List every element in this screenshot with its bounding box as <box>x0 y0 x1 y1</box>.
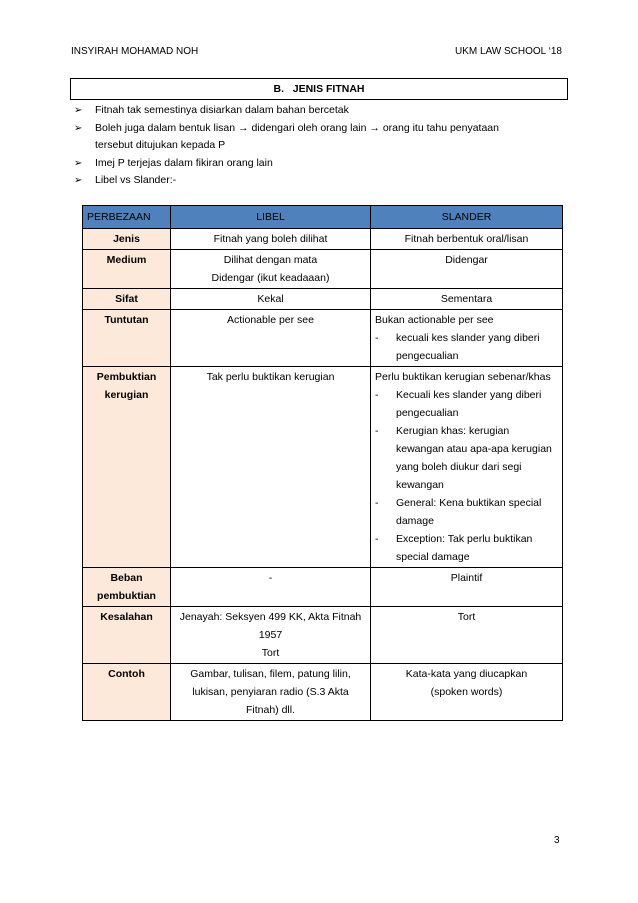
section-title-text: B. JENIS FITNAH <box>273 83 365 95</box>
bullet-item: ➢ Boleh juga dalam bentuk lisan → didengari oleh orang lain → orang itu tahu penyataan tersebut ditujukan kepada P <box>74 121 499 151</box>
row-key: Kesalahan <box>83 607 171 664</box>
row-key: Beban pembuktian <box>83 568 171 607</box>
slander-cell: Fitnah berbentuk oral/lisan <box>371 229 563 250</box>
bullet-item: ➢ Fitnah tak semestinya disiarkan dalam bahan bercetak <box>72 102 572 120</box>
table-row <box>83 367 563 568</box>
table-row <box>83 250 563 289</box>
row-key: Contoh <box>83 664 171 721</box>
column-header: PERBEZAAN <box>83 206 171 229</box>
row-key: Medium <box>83 250 171 289</box>
arrowhead-bullet-icon: ➢ <box>74 105 83 116</box>
table-header-row <box>83 206 563 229</box>
table-row <box>83 607 563 664</box>
libel-cell: Dilihat dengan mata Didengar (ikut keadaaan) <box>171 250 371 289</box>
libel-cell: Actionable per see <box>171 310 371 367</box>
libel-cell: Kekal <box>171 289 371 310</box>
libel-cell: Fitnah yang boleh dilihat <box>171 229 371 250</box>
page-header <box>71 46 562 57</box>
slander-cell: Perlu buktikan kerugian sebenar/khas - Kecuali kes slander yang diberi pengecualian - Kerugian khas: kerugian kewangan atau apa-apa kerugian yang boleh diukur dari segi kewangan - General: Kena buktikan special damage - Exception: Tak perlu buktikan special damage <box>371 367 563 568</box>
table-row <box>83 289 563 310</box>
row-key: Jenis <box>83 229 171 250</box>
column-header: SLANDER <box>371 206 563 229</box>
right-arrow-icon: → <box>238 121 249 134</box>
slander-cell: Sementara <box>371 289 563 310</box>
column-header: LIBEL <box>171 206 371 229</box>
header-author: INSYIRAH MOHAMAD NOH <box>71 46 199 57</box>
slander-cell: Didengar <box>371 250 563 289</box>
arrowhead-bullet-icon: ➢ <box>74 122 83 134</box>
section-title <box>70 78 568 100</box>
row-key: Sifat <box>83 289 171 310</box>
comparison-table <box>82 205 563 721</box>
bullet-list <box>72 102 572 190</box>
table-row <box>83 568 563 607</box>
header-school: UKM LAW SCHOOL ‘18 <box>454 46 562 57</box>
row-key: Tuntutan <box>83 310 171 367</box>
page-number: 3 <box>554 835 560 846</box>
slander-cell: Tort <box>371 607 563 664</box>
table-row <box>83 664 563 721</box>
arrowhead-bullet-icon: ➢ <box>74 157 83 169</box>
bullet-item: ➢ Libel vs Slander:- <box>72 172 572 190</box>
libel-cell: Gambar, tulisan, filem, patung lilin, lukisan, penyiaran radio (S.3 Akta Fitnah) dll. <box>171 664 371 721</box>
slander-cell: Bukan actionable per see - kecuali kes slander yang diberi pengecualian <box>371 310 563 367</box>
slander-cell: Plaintif <box>371 568 563 607</box>
table-row <box>83 310 563 367</box>
arrowhead-bullet-icon: ➢ <box>74 175 83 186</box>
right-arrow-icon: → <box>369 121 380 134</box>
libel-cell: Tak perlu buktikan kerugian <box>171 367 371 568</box>
bullet-item: ➢ Imej P terjejas dalam fikiran orang lain <box>72 155 572 173</box>
row-key: Pembuktian kerugian <box>83 367 171 568</box>
libel-cell: - <box>171 568 371 607</box>
libel-cell: Jenayah: Seksyen 499 KK, Akta Fitnah 1957 Tort <box>171 607 371 664</box>
slander-cell: Kata-kata yang diucapkan (spoken words) <box>371 664 563 721</box>
table-row <box>83 229 563 250</box>
